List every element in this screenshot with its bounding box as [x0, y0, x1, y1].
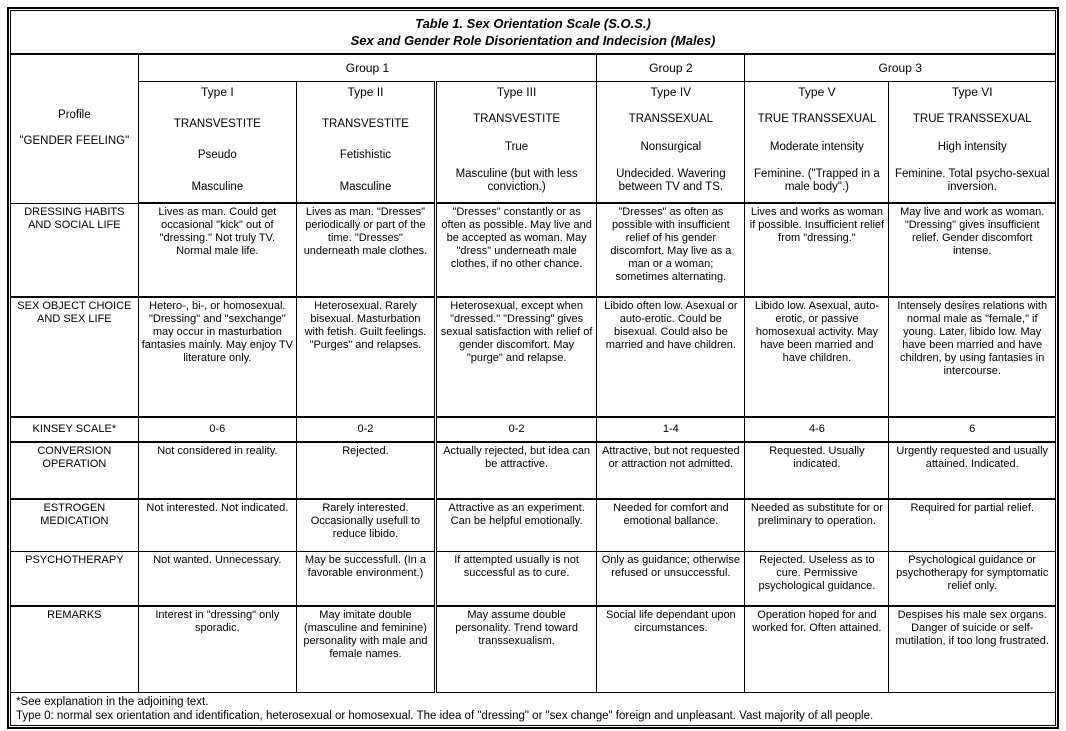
table-title: [11, 11, 1056, 55]
cell-kinsey-type1: 0-6: [138, 417, 296, 442]
type-header-4: [597, 82, 745, 204]
type-feeling: Undecided. Wavering between TV and TS.: [616, 167, 726, 193]
type-label: Type IV: [650, 85, 692, 99]
cell-remarks-type4: Social life dependant upon circumstances.: [597, 606, 745, 693]
cell-conversion-type5: Requested. Usually indicated.: [745, 442, 889, 499]
type-feeling: Masculine: [191, 180, 244, 193]
type-header-1: [138, 82, 296, 204]
type-feeling: Masculine (but with less conviction.): [455, 167, 578, 193]
footnote-line1: *See explanation in the adjoining text.: [16, 696, 209, 708]
cell-estrogen-type6: Required for partial relief.: [889, 499, 1056, 552]
type-category: TRANSVESTITE: [322, 117, 409, 130]
group-header-3: Group 3: [745, 54, 1056, 82]
cell-dressing-type1: Lives as man. Could get occasional "kick" out of "dressing." Not truly TV. Normal male life.: [138, 203, 296, 297]
row-label-estrogen-medication: ESTROGEN MEDICATION: [11, 499, 139, 552]
type-subtype: Fetishistic: [339, 149, 392, 162]
footnote-line2: Type 0: normal sex orientation and identification, heterosexual or homosexual. The idea of "dressing" or "sex change" foreign and unpleasant. Vast majority of all people.: [16, 710, 874, 722]
table-row-kinsey-scale: [11, 417, 1056, 442]
table-title-line2: Sex and Gender Role Disorientation and Indecision (Males): [350, 33, 716, 48]
title-row: [11, 11, 1056, 55]
row-label-psychotherapy: PSYCHOTHERAPY: [11, 552, 139, 607]
type-header-5: [745, 82, 889, 204]
cell-remarks-type3: May assume double personality. Trend toward transsexualism.: [435, 606, 596, 693]
type-feeling: Feminine. ("Trapped in a male body".): [754, 167, 880, 193]
type-category: TRANSVESTITE: [473, 113, 561, 126]
cell-conversion-type1: Not considered in reality.: [138, 442, 296, 499]
cell-dressing-type3: "Dresses" constantly or as often as possible. May live and be accepted as woman. May "dress" underneath male clothes, if no other chance.: [435, 203, 596, 297]
cell-estrogen-type3: Attractive as an experiment. Can be helpful emotionally.: [435, 499, 596, 552]
cell-sexobj-type5: Libido low. Asexual, auto-erotic, or passive homosexual activity. May have been married and have children.: [745, 297, 889, 417]
row-label-sex-object: SEX OBJECT CHOICE AND SEX LIFE: [11, 297, 139, 417]
table-outer-frame: [7, 7, 1059, 729]
cell-dressing-type5: Lives and works as woman if possible. Insufficient relief from "dressing.": [745, 203, 889, 297]
table-row-psychotherapy: [11, 552, 1056, 607]
cell-remarks-type1: Interest in "dressing" only sporadic.: [138, 606, 296, 693]
cell-remarks-type6: Despises his male sex organs. Danger of suicide or self-mutilation, if too long frustrated.: [889, 606, 1056, 693]
type-category: TRUE TRANSSEXUAL: [912, 113, 1032, 126]
type-label: Type V: [798, 85, 836, 99]
row-label-dressing-habits: DRESSING HABITS AND SOCIAL LIFE: [11, 203, 139, 297]
cell-sexobj-type3: Heterosexual, except when "dressed." "Dressing" gives sexual satisfaction with relief of gender discomfort. May "purge" and relapse.: [435, 297, 596, 417]
type-feeling: Masculine: [339, 180, 392, 193]
cell-psych-type1: Not wanted. Unnecessary.: [138, 552, 296, 607]
cell-estrogen-type5: Needed as substitute for or preliminary to operation.: [745, 499, 889, 552]
type-label: Type I: [200, 85, 234, 99]
profile-header-cell: [11, 54, 139, 203]
cell-dressing-type2: Lives as man. "Dresses" periodically or part of the time. "Dresses" underneath male clothes.: [297, 203, 436, 297]
type-category: TRUE TRANSSEXUAL: [757, 113, 877, 126]
row-label-remarks: REMARKS: [11, 606, 139, 693]
type-subtype: Pseudo: [197, 149, 237, 162]
type-label: Type III: [496, 85, 537, 99]
type-header-3: [435, 82, 596, 204]
cell-remarks-type2: May imitate double (masculine and feminine) personality with male and female names.: [297, 606, 436, 693]
cell-conversion-type3: Actually rejected, but idea can be attractive.: [435, 442, 596, 499]
type-subtype: High intensity: [937, 140, 1007, 153]
cell-sexobj-type2: Heterosexual. Rarely bisexual. Masturbation with fetish. Guilt feelings. "Purges" and relapses.: [297, 297, 436, 417]
type-subtype: Moderate intensity: [769, 140, 864, 153]
table-title-line1: Table 1. Sex Orientation Scale (S.O.S.): [415, 16, 651, 31]
row-label-conversion-operation: CONVERSION OPERATION: [11, 442, 139, 499]
cell-psych-type2: May be successfull. (In a favorable environment.): [297, 552, 436, 607]
footnotes: [11, 693, 1056, 726]
cell-kinsey-type3: 0-2: [435, 417, 596, 442]
sos-table: [10, 10, 1056, 726]
table-row-conversion-operation: [11, 442, 1056, 499]
cell-conversion-type6: Urgently requested and usually attained. Indicated.: [889, 442, 1056, 499]
type-label: Type VI: [951, 85, 993, 99]
cell-conversion-type2: Rejected.: [297, 442, 436, 499]
table-row-dressing-habits: [11, 203, 1056, 297]
cell-dressing-type6: May live and work as woman. "Dressing" gives insufficient relief. Gender discomfort intense.: [889, 203, 1056, 297]
table-row-remarks: [11, 606, 1056, 693]
type-feeling: Feminine. Total psycho-sexual inversion.: [894, 167, 1050, 193]
type-subtype: True: [504, 140, 529, 153]
cell-kinsey-type5: 4-6: [745, 417, 889, 442]
cell-sexobj-type1: Hetero-, bi-, or homosexual. "Dressing" and "sexchange" may occur in masturbation fantasies mainly. May enjoy TV literature only.: [138, 297, 296, 417]
cell-psych-type3: If attempted usually is not successful as to cure.: [435, 552, 596, 607]
type-label: Type II: [347, 85, 384, 99]
cell-sexobj-type6: Intensely desires relations with normal male as "female," if young. Later, libido low. May have been married and have children, by using fantasies in intercourse.: [889, 297, 1056, 417]
type-header-6: [889, 82, 1056, 204]
cell-psych-type4: Only as guidance; otherwise refused or unsuccessful.: [597, 552, 745, 607]
group-header-1: Group 1: [138, 54, 597, 82]
group-header-row: [11, 54, 1056, 82]
cell-estrogen-type2: Rarely interested. Occasionally usefull to reduce libido.: [297, 499, 436, 552]
cell-kinsey-type4: 1-4: [597, 417, 745, 442]
profile-header-line2: "GENDER FEELING": [19, 135, 130, 148]
type-subtype: Nonsurgical: [640, 140, 702, 153]
table-row-estrogen-medication: [11, 499, 1056, 552]
cell-psych-type5: Rejected. Useless as to cure. Permissive psychological guidance.: [745, 552, 889, 607]
row-label-kinsey-scale: KINSEY SCALE*: [11, 417, 139, 442]
cell-kinsey-type6: 6: [889, 417, 1056, 442]
cell-kinsey-type2: 0-2: [297, 417, 436, 442]
table-row-sex-object: [11, 297, 1056, 417]
cell-remarks-type5: Operation hoped for and worked for. Often attained.: [745, 606, 889, 693]
footnote-row: [11, 693, 1056, 726]
cell-conversion-type4: Attractive, but not requested or attraction not admitted.: [597, 442, 745, 499]
type-category: TRANSVESTITE: [173, 117, 261, 130]
group-header-2: Group 2: [597, 54, 745, 82]
type-category: TRANSSEXUAL: [628, 113, 714, 126]
profile-header-line1: Profile: [58, 109, 91, 122]
type-header-2: [297, 82, 436, 204]
cell-psych-type6: Psychological guidance or psychotherapy for symptomatic relief only.: [889, 552, 1056, 607]
cell-estrogen-type4: Needed for comfort and emotional ballance.: [597, 499, 745, 552]
cell-estrogen-type1: Not interested. Not indicated.: [138, 499, 296, 552]
cell-dressing-type4: "Dresses" as often as possible with insufficient relief of his gender discomfort. May live as a man or a woman; sometimes alternating.: [597, 203, 745, 297]
cell-sexobj-type4: Libido often low. Asexual or auto-erotic. Could be bisexual. Could also be married and have children.: [597, 297, 745, 417]
type-header-row: [11, 82, 1056, 204]
